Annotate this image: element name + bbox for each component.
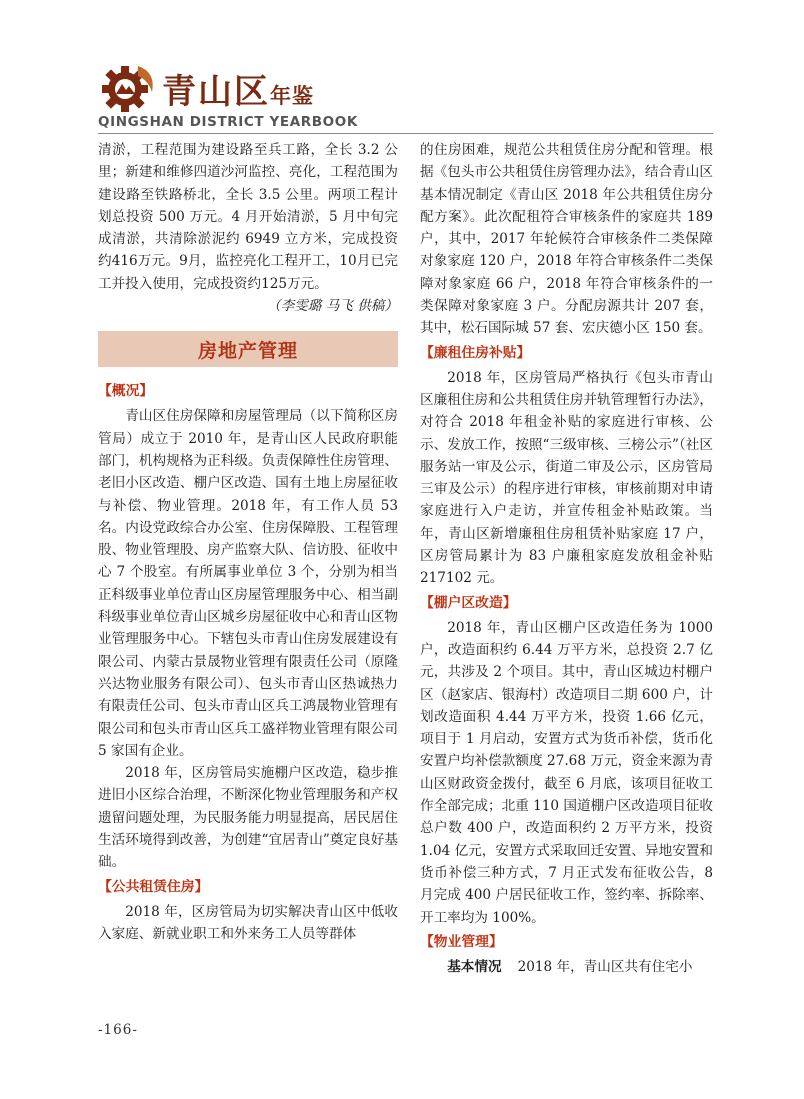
paragraph: 清淤，工程范围为建设路至兵工路，全长 3.2 公里；新建和维修四道沙河监控、亮化，工程范围为建设路至铁路桥北，全长 3.5 公里。两项工程计划总投资 500 万元。4 月开始清淤，5 月中旬完成清淤，共清除淤泥约 6949 立方米，完成投资约416万元。9月，监控亮化工程开工，10月已完工并投入使用，完成投资约125万元。 bbox=[98, 142, 398, 292]
paragraph-basic bbox=[420, 956, 713, 978]
paragraph: 2018 年，区房管局为切实解决青山区中低收入家庭、新就业职工和外来务工人员等群体 bbox=[98, 903, 398, 942]
subheading-rent-subsidy: 【廉租住房补贴】 bbox=[420, 344, 531, 361]
yearbook-brand bbox=[162, 64, 314, 113]
subheading-property-management: 【物业管理】 bbox=[420, 933, 503, 950]
brand-english: QINGSHAN DISTRICT YEARBOOK bbox=[98, 114, 358, 130]
page-number: -166- bbox=[98, 1022, 138, 1038]
page-header bbox=[98, 58, 713, 138]
paragraph: 2018 年，青山区棚户区改造任务为 1000 户，改造面积约 6.44 万平方米，总投资 2.7 亿元，共涉及 2 个项目。其中，青山区城边村棚户区（赵家店、银海村）改造项目二期 600 户，计划改造面积 4.44 万平方米，投资 1.66 亿元，项目于 1 月启动，安置方式为货币补偿，货币化安置户均补偿款额度 27.68 万元，资金来源为青山区财政资金拨付，截至 6 月底，该项目征收工作全部完成；北重 110 国道棚户区改造项目征收总户数 400 户，改造面积约 2 万平方米，投资 1.04 亿元，安置方式采取回迁安置、异地安置和货币补偿三种方式，7 月正式发布征收公告，8 月完成 400 户居民征收工作，签约率、拆除率、开工率均为 100%。 bbox=[420, 619, 713, 926]
paragraph: 2018 年，区房管局实施棚户区改造，稳步推进旧小区综合治理，不断深化物业管理服务和产权遗留问题处理，为民服务能力明显提高，居民居住生活环境得到改善，为创建“宜居青山”奠定良好基础。 bbox=[98, 765, 398, 871]
left-column bbox=[98, 139, 398, 945]
paragraph: 的住房困难，规范公共租赁住房分配和管理。根据《包头市公共租赁住房管理办法》，结合青山区基本情况制定《青山区 2018 年公共租赁住房分配方案》。此次配租符合审核条件的家庭共 189 户，其中，2017 年轮候符合审核条件二类保障对象家庭 120 户，2018 年符合审核条件二类保障对象家庭 66 户，2018 年符合审核条件的一类保障对象家庭 3 户。分配房源共计 207 套，其中，松石国际城 57 套、宏庆德小区 150 套。 bbox=[420, 142, 713, 337]
gear-logo-icon bbox=[98, 62, 158, 114]
paragraph: 青山区住房保障和房屋管理局（以下简称区房管局）成立于 2010 年，是青山区人民政府职能部门，机构规格为正科级。负责保障性住房管理、老旧小区改造、棚户区改造、国有土地上房屋征收与补偿、物业管理。2018 年，有工作人员 53 名。内设党政综合办公室、住房保障股、工程管理股、物业管理股、房产监察大队、信访股、征收中心 7 个股室。有所属事业单位 3 个，分别为相当正科级事业单位青山区房屋管理服务中心、相当副科级事业单位青山区城乡房屋征收中心和青山区物业管理服务中心。下辖包头市青山住房发展建设有限公司、内蒙古景晟物业管理有限责任公司（原隆兴达物业服务有限公司）、包头市青山区热诚热力有限责任公司、包头市青山区兵工鸿晟物业管理有限公司和包头市青山区兵工盛祥物业管理有限公司 5 家国有企业。 bbox=[98, 408, 398, 759]
subheading-public-rental: 【公共租赁住房】 bbox=[98, 878, 209, 895]
header-divider bbox=[98, 133, 713, 134]
paragraph-text: 2018 年，青山区共有住宅小 bbox=[517, 958, 693, 975]
run-in-heading: 基本情况 bbox=[447, 958, 502, 975]
right-column bbox=[420, 139, 713, 978]
subheading-overview: 【概况】 bbox=[98, 383, 154, 400]
subheading-shanty-renovation: 【棚户区改造】 bbox=[420, 594, 517, 611]
section-title: 房地产管理 bbox=[98, 331, 398, 367]
paragraph: 2018 年，区房管局严格执行《包头市青山区廉租住房和公共租赁住房并轨管理暂行办法》，对符合 2018 年租金补贴的家庭进行审核、公示、发放工作，按照“三级审核、三榜公示”（社区服务站一审及公示，街道二审及公示，区房管局三审及公示）的程序进行审核，审核前期对申请家庭进行入户走访，并宣传租金补贴政策。当年，青山区新增廉租住房租赁补贴家庭 17 户，区房管局累计为 83 户廉租家庭发放租金补贴 217102 元。 bbox=[420, 369, 713, 587]
brand-main: 青山区 bbox=[162, 72, 270, 112]
brand-small: 年鉴 bbox=[270, 83, 314, 108]
byline: （李雯璐 马飞 供稿） bbox=[267, 298, 398, 315]
